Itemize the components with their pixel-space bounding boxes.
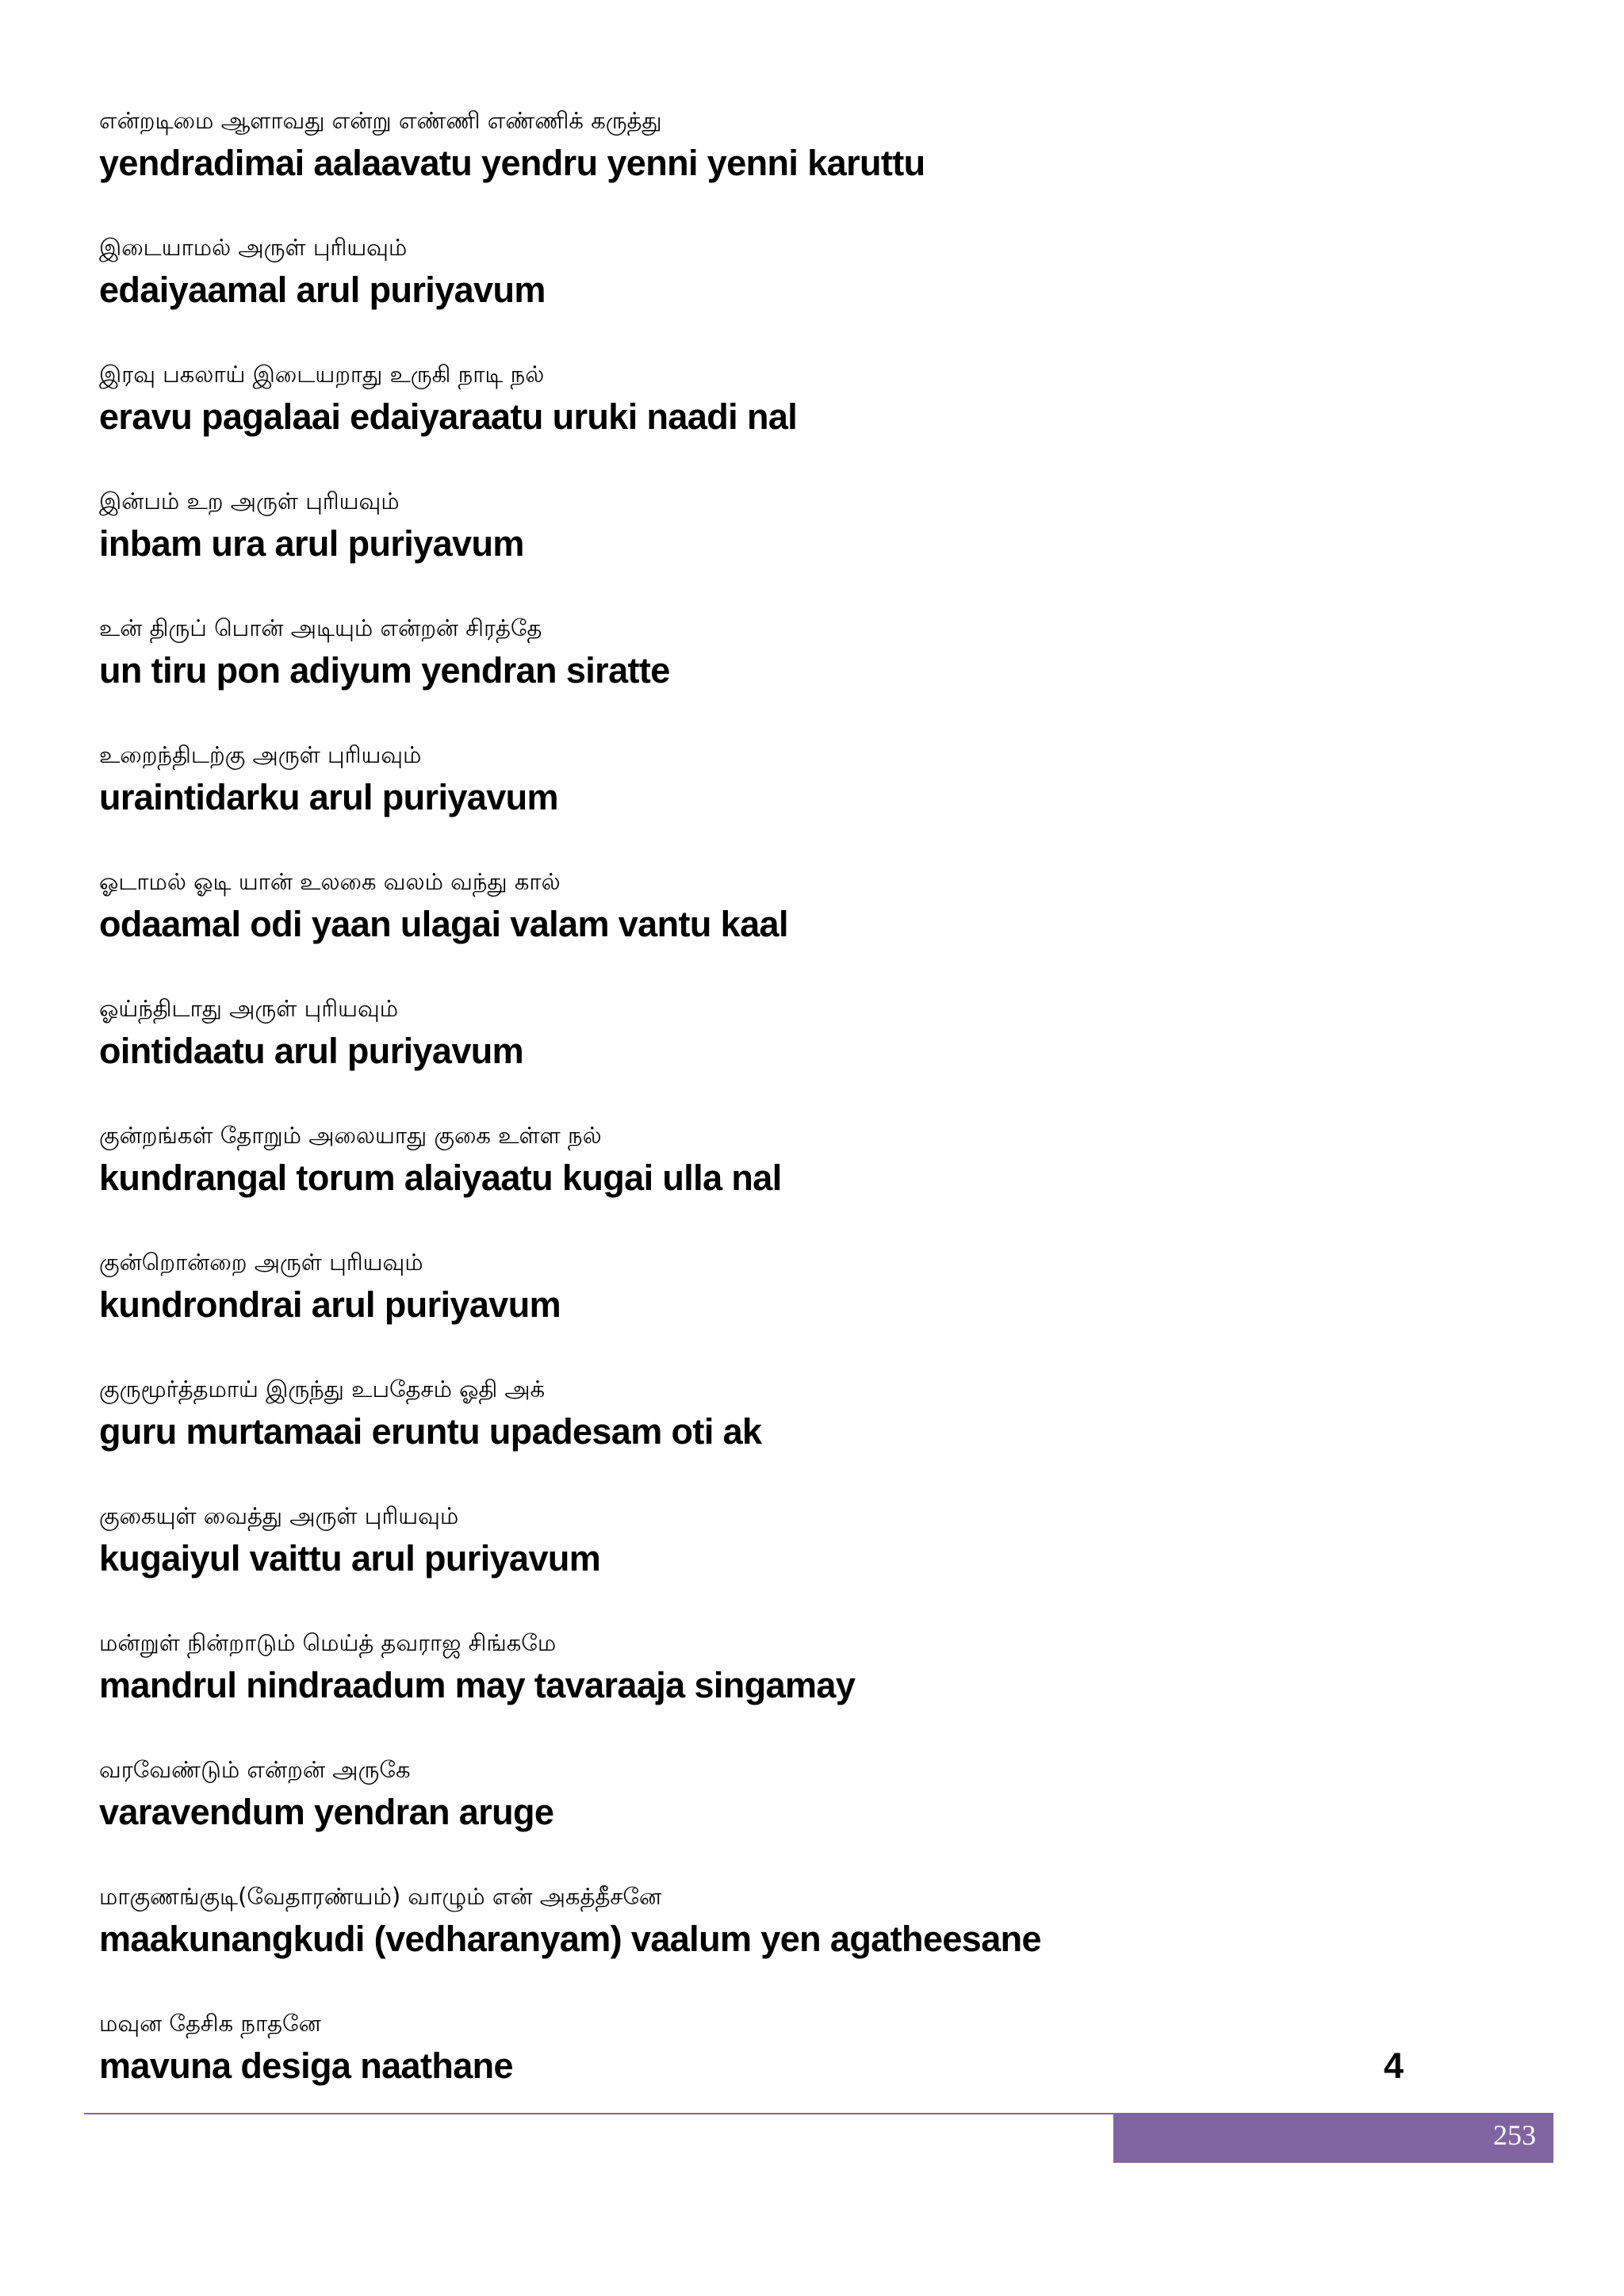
transliteration-line: inbam ura arul puriyavum xyxy=(99,523,524,564)
transliteration-line: eravu pagalaai edaiyaraatu uruki naadi nal xyxy=(99,396,798,437)
page-number-box xyxy=(1113,2114,1553,2163)
transliteration-line: uraintidarku arul puriyavum xyxy=(99,777,558,817)
tamil-line: குருமூர்த்தமாய் இருந்து உபதேசம் ஓதி அக் xyxy=(99,1376,546,1402)
transliteration-text: mavuna desiga naathane xyxy=(99,2045,513,2086)
verse-line-pair xyxy=(99,1370,1447,1497)
tamil-line: என்றடிமை ஆளாவது என்று எண்ணி எண்ணிக் கருத்து xyxy=(99,107,662,134)
transliteration-line: yendradimai aalaavatu yendru yenni yenni karuttu xyxy=(99,143,925,183)
verse-line-pair xyxy=(99,1624,1447,1751)
transliteration-line: un tiru pon adiyum yendran siratte xyxy=(99,650,670,691)
transliteration-line: maakunangkudi (vedharanyam) vaalum yen agatheesane xyxy=(99,1919,1041,1959)
verse-line-pair xyxy=(99,1243,1447,1370)
verse-line-pair xyxy=(99,1751,1447,1877)
transliteration-line: odaamal odi yaan ulagai valam vantu kaal xyxy=(99,904,788,944)
transliteration-line: kugaiyul vaittu arul puriyavum xyxy=(99,1538,601,1578)
tamil-line: இடையாமல் அருள் புரியவும் xyxy=(99,234,408,261)
verse-line-pair xyxy=(99,736,1447,863)
transliteration-line: edaiyaamal arul puriyavum xyxy=(99,270,546,310)
verse-line-pair xyxy=(99,2004,1447,2131)
tamil-line: ஓடாமல் ஓடி யான் உலகை வலம் வந்து கால் xyxy=(99,868,561,895)
tamil-line: மவுன தேசிக நாதனே xyxy=(99,2010,321,2037)
tamil-line: மாகுணங்குடி(வேதாரண்யம்) வாழும் என் அகத்தீசனே xyxy=(99,1883,662,1910)
transliteration-line: guru murtamaai eruntu upadesam oti ak xyxy=(99,1411,762,1452)
tamil-line: மன்றுள் நின்றாடும் மெய்த் தவராஜ சிங்கமே xyxy=(99,1629,557,1656)
verse-line-pair xyxy=(99,355,1447,482)
verse-line-pair xyxy=(99,989,1447,1116)
verse-line-pair xyxy=(99,1497,1447,1624)
verse-number: 4 xyxy=(1384,2045,1404,2086)
tamil-line: குன்றங்கள் தோறும் அலையாது குகை உள்ள நல் xyxy=(99,1122,602,1149)
transliteration-line xyxy=(99,2042,1447,2090)
tamil-line: குகையுள் வைத்து அருள் புரியவும் xyxy=(99,1502,459,1529)
verse-line-pair xyxy=(99,1116,1447,1243)
page-number: 253 xyxy=(1493,2119,1536,2151)
tamil-line: இரவு பகலாய் இடையறாது உருகி நாடி நல் xyxy=(99,361,545,388)
tamil-line: இன்பம் உற அருள் புரியவும் xyxy=(99,488,400,515)
verse-line-pair xyxy=(99,101,1447,228)
verse-line-pair xyxy=(99,482,1447,609)
transliteration-line: varavendum yendran aruge xyxy=(99,1792,554,1832)
tamil-line: குன்றொன்றை அருள் புரியவும் xyxy=(99,1249,423,1276)
transliteration-line: kundrondrai arul puriyavum xyxy=(99,1284,561,1325)
tamil-line: உறைந்திடற்கு அருள் புரியவும் xyxy=(99,741,422,768)
transliteration-line: ointidaatu arul puriyavum xyxy=(99,1031,524,1071)
transliteration-line: kundrangal torum alaiyaatu kugai ulla nal xyxy=(99,1158,782,1198)
verse-list xyxy=(99,101,1447,2131)
transliteration-line: mandrul nindraadum may tavaraaja singamay xyxy=(99,1665,856,1705)
verse-line-pair xyxy=(99,609,1447,736)
verse-line-pair xyxy=(99,228,1447,355)
verse-line-pair xyxy=(99,863,1447,989)
verse-line-pair xyxy=(99,1877,1447,2004)
tamil-line: ஓய்ந்திடாது அருள் புரியவும் xyxy=(99,995,399,1022)
tamil-line: உன் திருப் பொன் அடியும் என்றன் சிரத்தே xyxy=(99,614,542,641)
tamil-line: வரவேண்டும் என்றன் அருகே xyxy=(99,1756,411,1783)
